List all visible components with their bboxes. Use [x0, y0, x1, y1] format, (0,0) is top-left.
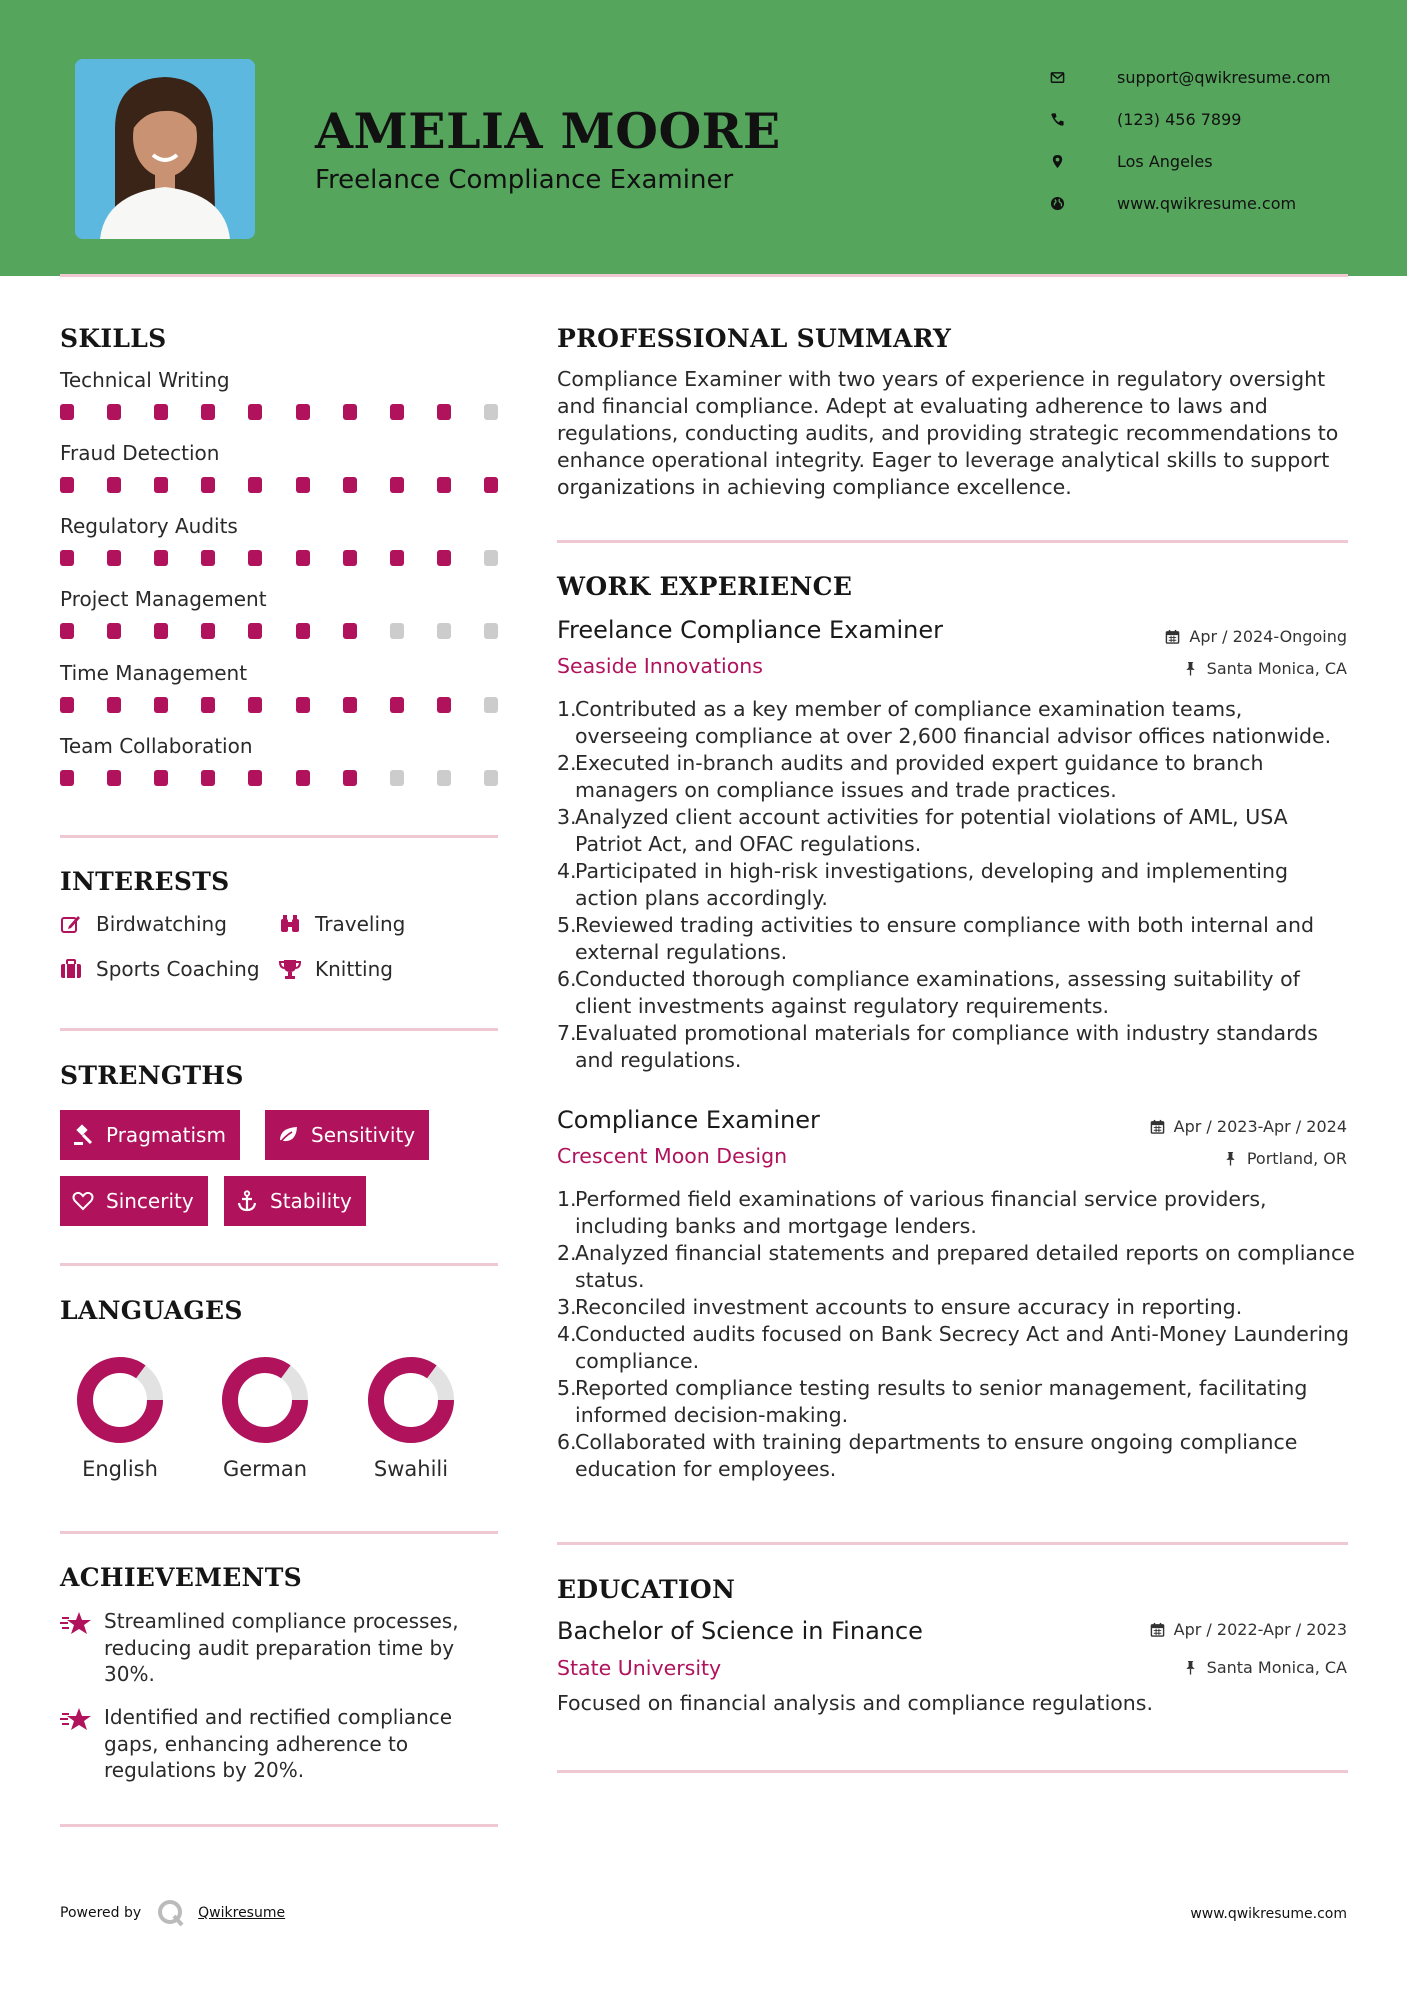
rating-dot-filled	[437, 477, 451, 493]
globe-icon	[1050, 194, 1080, 212]
pushpin-icon	[1183, 661, 1198, 676]
rating-dot-empty	[484, 770, 498, 786]
rating-dot-filled	[343, 623, 357, 639]
achievements-title: ACHIEVEMENTS	[60, 1563, 302, 1592]
company-name: Seaside Innovations	[557, 654, 763, 678]
job-location	[1223, 1149, 1347, 1168]
rating-dot-filled	[107, 697, 121, 713]
education-title: EDUCATION	[557, 1575, 736, 1604]
rating-dot-filled	[154, 623, 168, 639]
rating-dot-empty	[484, 697, 498, 713]
section-divider	[60, 835, 498, 838]
skill-item	[60, 587, 500, 639]
bullet-number: 2.	[557, 751, 577, 775]
job-dates-text: Apr / 2023-Apr / 2024	[1173, 1117, 1347, 1136]
language-donut	[75, 1355, 165, 1445]
section-divider	[557, 540, 1348, 543]
skill-item	[60, 441, 500, 493]
section-divider	[60, 1531, 498, 1534]
interest-item	[279, 912, 405, 936]
rating-dot-filled	[201, 623, 215, 639]
job-bullet	[557, 1294, 1357, 1321]
job-bullet	[557, 1240, 1357, 1294]
rating-dot-filled	[248, 697, 262, 713]
section-divider	[557, 1770, 1348, 1773]
job-bullet	[557, 804, 1357, 858]
bullet-number: 5.	[557, 1376, 577, 1400]
strength-label: Sensitivity	[311, 1123, 416, 1147]
skill-item	[60, 661, 500, 713]
rating-dot-filled	[343, 550, 357, 566]
envelope-icon	[1050, 68, 1080, 86]
language-label: Swahili	[373, 1457, 449, 1481]
qwikresume-link[interactable]: Qwikresume	[198, 1905, 286, 1921]
skill-label: Fraud Detection	[60, 441, 220, 465]
experience-title: WORK EXPERIENCE	[557, 572, 853, 601]
contact-website[interactable]	[1050, 182, 1331, 224]
job-bullets	[557, 696, 1357, 1074]
section-divider	[60, 1824, 498, 1827]
skills-title: SKILLS	[60, 324, 167, 353]
rating-dot-filled	[154, 770, 168, 786]
job-bullet	[557, 858, 1357, 912]
contact-phone[interactable]	[1050, 98, 1331, 140]
footer-url[interactable]: www.qwikresume.com	[1190, 1906, 1347, 1922]
language-label: English	[82, 1457, 158, 1481]
trophy-icon	[279, 957, 305, 981]
contact-location-text: Los Angeles	[1117, 151, 1213, 171]
job-bullet	[557, 1186, 1357, 1240]
strength-tag	[60, 1176, 208, 1226]
job-title: Compliance Examiner	[557, 1106, 820, 1134]
bullet-number: 5.	[557, 913, 577, 937]
strengths-title: STRENGTHS	[60, 1061, 244, 1090]
bullet-text: Participated in high-risk investigations, developing and implementing action plans accordingly.	[575, 859, 1288, 910]
rating-dot-filled	[343, 477, 357, 493]
skill-item	[60, 514, 500, 566]
anchor-icon	[236, 1190, 258, 1212]
gavel-icon	[72, 1124, 94, 1146]
interests-title: INTERESTS	[60, 867, 230, 896]
section-divider	[60, 1263, 498, 1266]
calendar-icon	[1150, 1622, 1165, 1637]
job-dates-text: Apr / 2024-Ongoing	[1189, 627, 1347, 646]
rating-dot-filled	[60, 550, 74, 566]
rating-dot-filled	[201, 770, 215, 786]
binoculars-icon	[279, 912, 305, 936]
bullet-number: 1.	[557, 1187, 577, 1211]
phone-icon	[1050, 110, 1080, 128]
header-divider	[60, 274, 1348, 277]
achievement-text: Streamlined compliance processes, reducing audit preparation time by 30%.	[104, 1609, 459, 1686]
strength-label: Stability	[270, 1189, 352, 1213]
bullet-number: 3.	[557, 1295, 577, 1319]
interest-item	[279, 957, 393, 981]
interest-label: Sports Coaching	[96, 957, 260, 981]
section-divider	[557, 1542, 1348, 1545]
skill-label: Team Collaboration	[60, 734, 253, 758]
bullet-number: 6.	[557, 1430, 577, 1454]
resume-header	[0, 0, 1407, 276]
rating-dot-filled	[343, 697, 357, 713]
rating-dot-empty	[390, 770, 404, 786]
job-location	[1183, 659, 1347, 678]
rating-dot-filled	[296, 697, 310, 713]
skill-rating	[60, 770, 498, 786]
skill-item	[60, 368, 500, 420]
rating-dot-filled	[296, 404, 310, 420]
rating-dot-filled	[201, 477, 215, 493]
rating-dot-filled	[201, 550, 215, 566]
strength-tag	[224, 1176, 366, 1226]
skill-label: Time Management	[60, 661, 248, 685]
job-bullet	[557, 750, 1357, 804]
degree-title: Bachelor of Science in Finance	[557, 1617, 923, 1645]
candidate-name: AMELIA MOORE	[315, 102, 781, 160]
interest-label: Knitting	[315, 957, 393, 981]
rating-dot-filled	[60, 623, 74, 639]
rating-dot-filled	[390, 550, 404, 566]
rating-dot-filled	[248, 404, 262, 420]
briefcase-icon	[60, 957, 86, 981]
languages-title: LANGUAGES	[60, 1296, 243, 1325]
language-item	[60, 1355, 180, 1481]
rating-dot-filled	[296, 623, 310, 639]
star-badge-icon	[60, 1608, 104, 1688]
contact-list	[1050, 56, 1331, 224]
rating-dot-filled	[201, 697, 215, 713]
contact-phone-text: (123) 456 7899	[1117, 109, 1242, 129]
rating-dot-filled	[390, 404, 404, 420]
bullet-text: Conducted thorough compliance examinations, assessing suitability of client investments against regulatory requirements.	[575, 967, 1300, 1018]
pushpin-icon	[1183, 1660, 1198, 1675]
bullet-text: Contributed as a key member of compliance examination teams, overseeing compliance at over 2,600 financial advisor offices nationwide.	[575, 697, 1332, 748]
calendar-icon	[1165, 629, 1180, 644]
education-description: Focused on financial analysis and compliance regulations.	[557, 1691, 1154, 1715]
achievement-item	[60, 1608, 500, 1688]
education-location	[1183, 1658, 1347, 1677]
rating-dot-filled	[248, 623, 262, 639]
bullet-text: Evaluated promotional materials for compliance with industry standards and regulations.	[575, 1021, 1318, 1072]
rating-dot-filled	[107, 623, 121, 639]
language-donut	[220, 1355, 310, 1445]
rating-dot-filled	[343, 770, 357, 786]
bullet-text: Performed field examinations of various financial service providers, including banks and mortgage lenders.	[575, 1187, 1267, 1238]
skill-rating	[60, 404, 498, 420]
rating-dot-filled	[107, 477, 121, 493]
heart-icon	[72, 1190, 94, 1212]
language-donut	[366, 1355, 456, 1445]
job-dates	[1150, 1117, 1347, 1136]
interest-label: Birdwatching	[96, 912, 227, 936]
strength-label: Sincerity	[106, 1189, 194, 1213]
skill-rating	[60, 697, 498, 713]
bullet-text: Conducted audits focused on Bank Secrecy Act and Anti-Money Laundering compliance.	[575, 1322, 1350, 1373]
bullet-number: 6.	[557, 967, 577, 991]
job-bullet	[557, 1321, 1357, 1375]
qwikresume-logo-icon	[156, 1898, 186, 1928]
powered-by-label: Powered by	[60, 1905, 142, 1921]
strength-tag	[60, 1110, 240, 1160]
rating-dot-empty	[484, 404, 498, 420]
job-bullet	[557, 696, 1357, 750]
summary-text: Compliance Examiner with two years of experience in regulatory oversight and financial compliance. Adept at evaluating adherence to laws and regulations, conducting audits, and providing strategic recommendations to enhance operational integrity. Eager to leverage analytical skills to support organizations in achieving compliance excellence.	[557, 367, 1339, 499]
job-bullet	[557, 1375, 1357, 1429]
language-item	[205, 1355, 325, 1481]
rating-dot-filled	[201, 404, 215, 420]
bullet-number: 1.	[557, 697, 577, 721]
rating-dot-filled	[248, 477, 262, 493]
language-label: German	[222, 1457, 308, 1481]
contact-email-text: support@qwikresume.com	[1117, 67, 1331, 87]
rating-dot-filled	[60, 697, 74, 713]
job-bullets	[557, 1186, 1357, 1483]
skill-item	[60, 734, 500, 786]
rating-dot-filled	[107, 770, 121, 786]
rating-dot-filled	[437, 550, 451, 566]
rating-dot-empty	[484, 550, 498, 566]
rating-dot-filled	[107, 404, 121, 420]
rating-dot-filled	[390, 697, 404, 713]
pushpin-icon	[1223, 1151, 1238, 1166]
education-dates	[1150, 1620, 1347, 1639]
rating-dot-filled	[343, 404, 357, 420]
education-location-text: Santa Monica, CA	[1206, 1658, 1347, 1677]
contact-email[interactable]	[1050, 56, 1331, 98]
section-divider	[60, 1028, 498, 1031]
job-bullet	[557, 912, 1357, 966]
achievement-text: Identified and rectified compliance gaps, enhancing adherence to regulations by 20%.	[104, 1705, 453, 1782]
rating-dot-filled	[248, 770, 262, 786]
contact-website-text: www.qwikresume.com	[1117, 193, 1297, 213]
job-bullet	[557, 1429, 1357, 1483]
rating-dot-filled	[60, 770, 74, 786]
bullet-number: 4.	[557, 859, 577, 883]
strength-label: Pragmatism	[106, 1123, 226, 1147]
rating-dot-filled	[437, 697, 451, 713]
company-name: Crescent Moon Design	[557, 1144, 788, 1168]
skill-label: Project Management	[60, 587, 267, 611]
rating-dot-filled	[154, 697, 168, 713]
summary-title: PROFESSIONAL SUMMARY	[557, 324, 952, 353]
job-title: Freelance Compliance Examiner	[557, 616, 943, 644]
job-bullet	[557, 1020, 1357, 1074]
skill-rating	[60, 550, 498, 566]
bullet-number: 7.	[557, 1021, 577, 1045]
rating-dot-empty	[437, 770, 451, 786]
rating-dot-filled	[296, 550, 310, 566]
bullet-number: 2.	[557, 1241, 577, 1265]
rating-dot-filled	[60, 477, 74, 493]
skill-rating	[60, 477, 498, 493]
calendar-icon	[1150, 1119, 1165, 1134]
rating-dot-filled	[296, 770, 310, 786]
skill-label: Technical Writing	[60, 368, 230, 392]
skill-label: Regulatory Audits	[60, 514, 238, 538]
rating-dot-filled	[437, 404, 451, 420]
job-location-text: Portland, OR	[1246, 1149, 1347, 1168]
achievement-item	[60, 1704, 500, 1784]
rating-dot-empty	[484, 623, 498, 639]
school-name: State University	[557, 1656, 722, 1680]
interest-item	[60, 957, 260, 981]
strength-tag	[265, 1110, 429, 1160]
candidate-role: Freelance Compliance Examiner	[315, 165, 734, 195]
rating-dot-filled	[60, 404, 74, 420]
bullet-text: Analyzed client account activities for potential violations of AML, USA Patriot Act, and OFAC regulations.	[575, 805, 1288, 856]
rating-dot-filled	[107, 550, 121, 566]
bullet-text: Reported compliance testing results to senior management, facilitating informed decision-making.	[575, 1376, 1308, 1427]
bullet-number: 4.	[557, 1322, 577, 1346]
contact-location	[1050, 140, 1331, 182]
bullet-number: 3.	[557, 805, 577, 829]
rating-dot-filled	[484, 477, 498, 493]
interest-label: Traveling	[315, 912, 406, 936]
bullet-text: Reviewed trading activities to ensure compliance with both internal and external regulations.	[575, 913, 1314, 964]
footer-branding	[60, 1898, 285, 1928]
skill-rating	[60, 623, 498, 639]
rating-dot-filled	[154, 477, 168, 493]
map-pin-icon	[1050, 152, 1080, 170]
bullet-text: Collaborated with training departments to ensure ongoing compliance education for employees.	[575, 1430, 1298, 1481]
rating-dot-filled	[296, 477, 310, 493]
rating-dot-filled	[248, 550, 262, 566]
rating-dot-empty	[390, 623, 404, 639]
rating-dot-filled	[154, 404, 168, 420]
job-bullet	[557, 966, 1357, 1020]
edit-icon	[60, 912, 86, 936]
interest-item	[60, 912, 227, 936]
job-dates	[1165, 627, 1347, 646]
star-badge-icon	[60, 1704, 104, 1784]
rating-dot-filled	[154, 550, 168, 566]
job-location-text: Santa Monica, CA	[1206, 659, 1347, 678]
bullet-text: Executed in-branch audits and provided expert guidance to branch managers on compliance issues and trade practices.	[575, 751, 1264, 802]
language-item	[351, 1355, 471, 1481]
education-dates-text: Apr / 2022-Apr / 2023	[1173, 1620, 1347, 1639]
rating-dot-filled	[390, 477, 404, 493]
leaf-icon	[277, 1124, 299, 1146]
profile-photo	[75, 59, 255, 239]
rating-dot-empty	[437, 623, 451, 639]
bullet-text: Analyzed financial statements and prepared detailed reports on compliance status.	[575, 1241, 1355, 1292]
bullet-text: Reconciled investment accounts to ensure accuracy in reporting.	[575, 1295, 1243, 1319]
